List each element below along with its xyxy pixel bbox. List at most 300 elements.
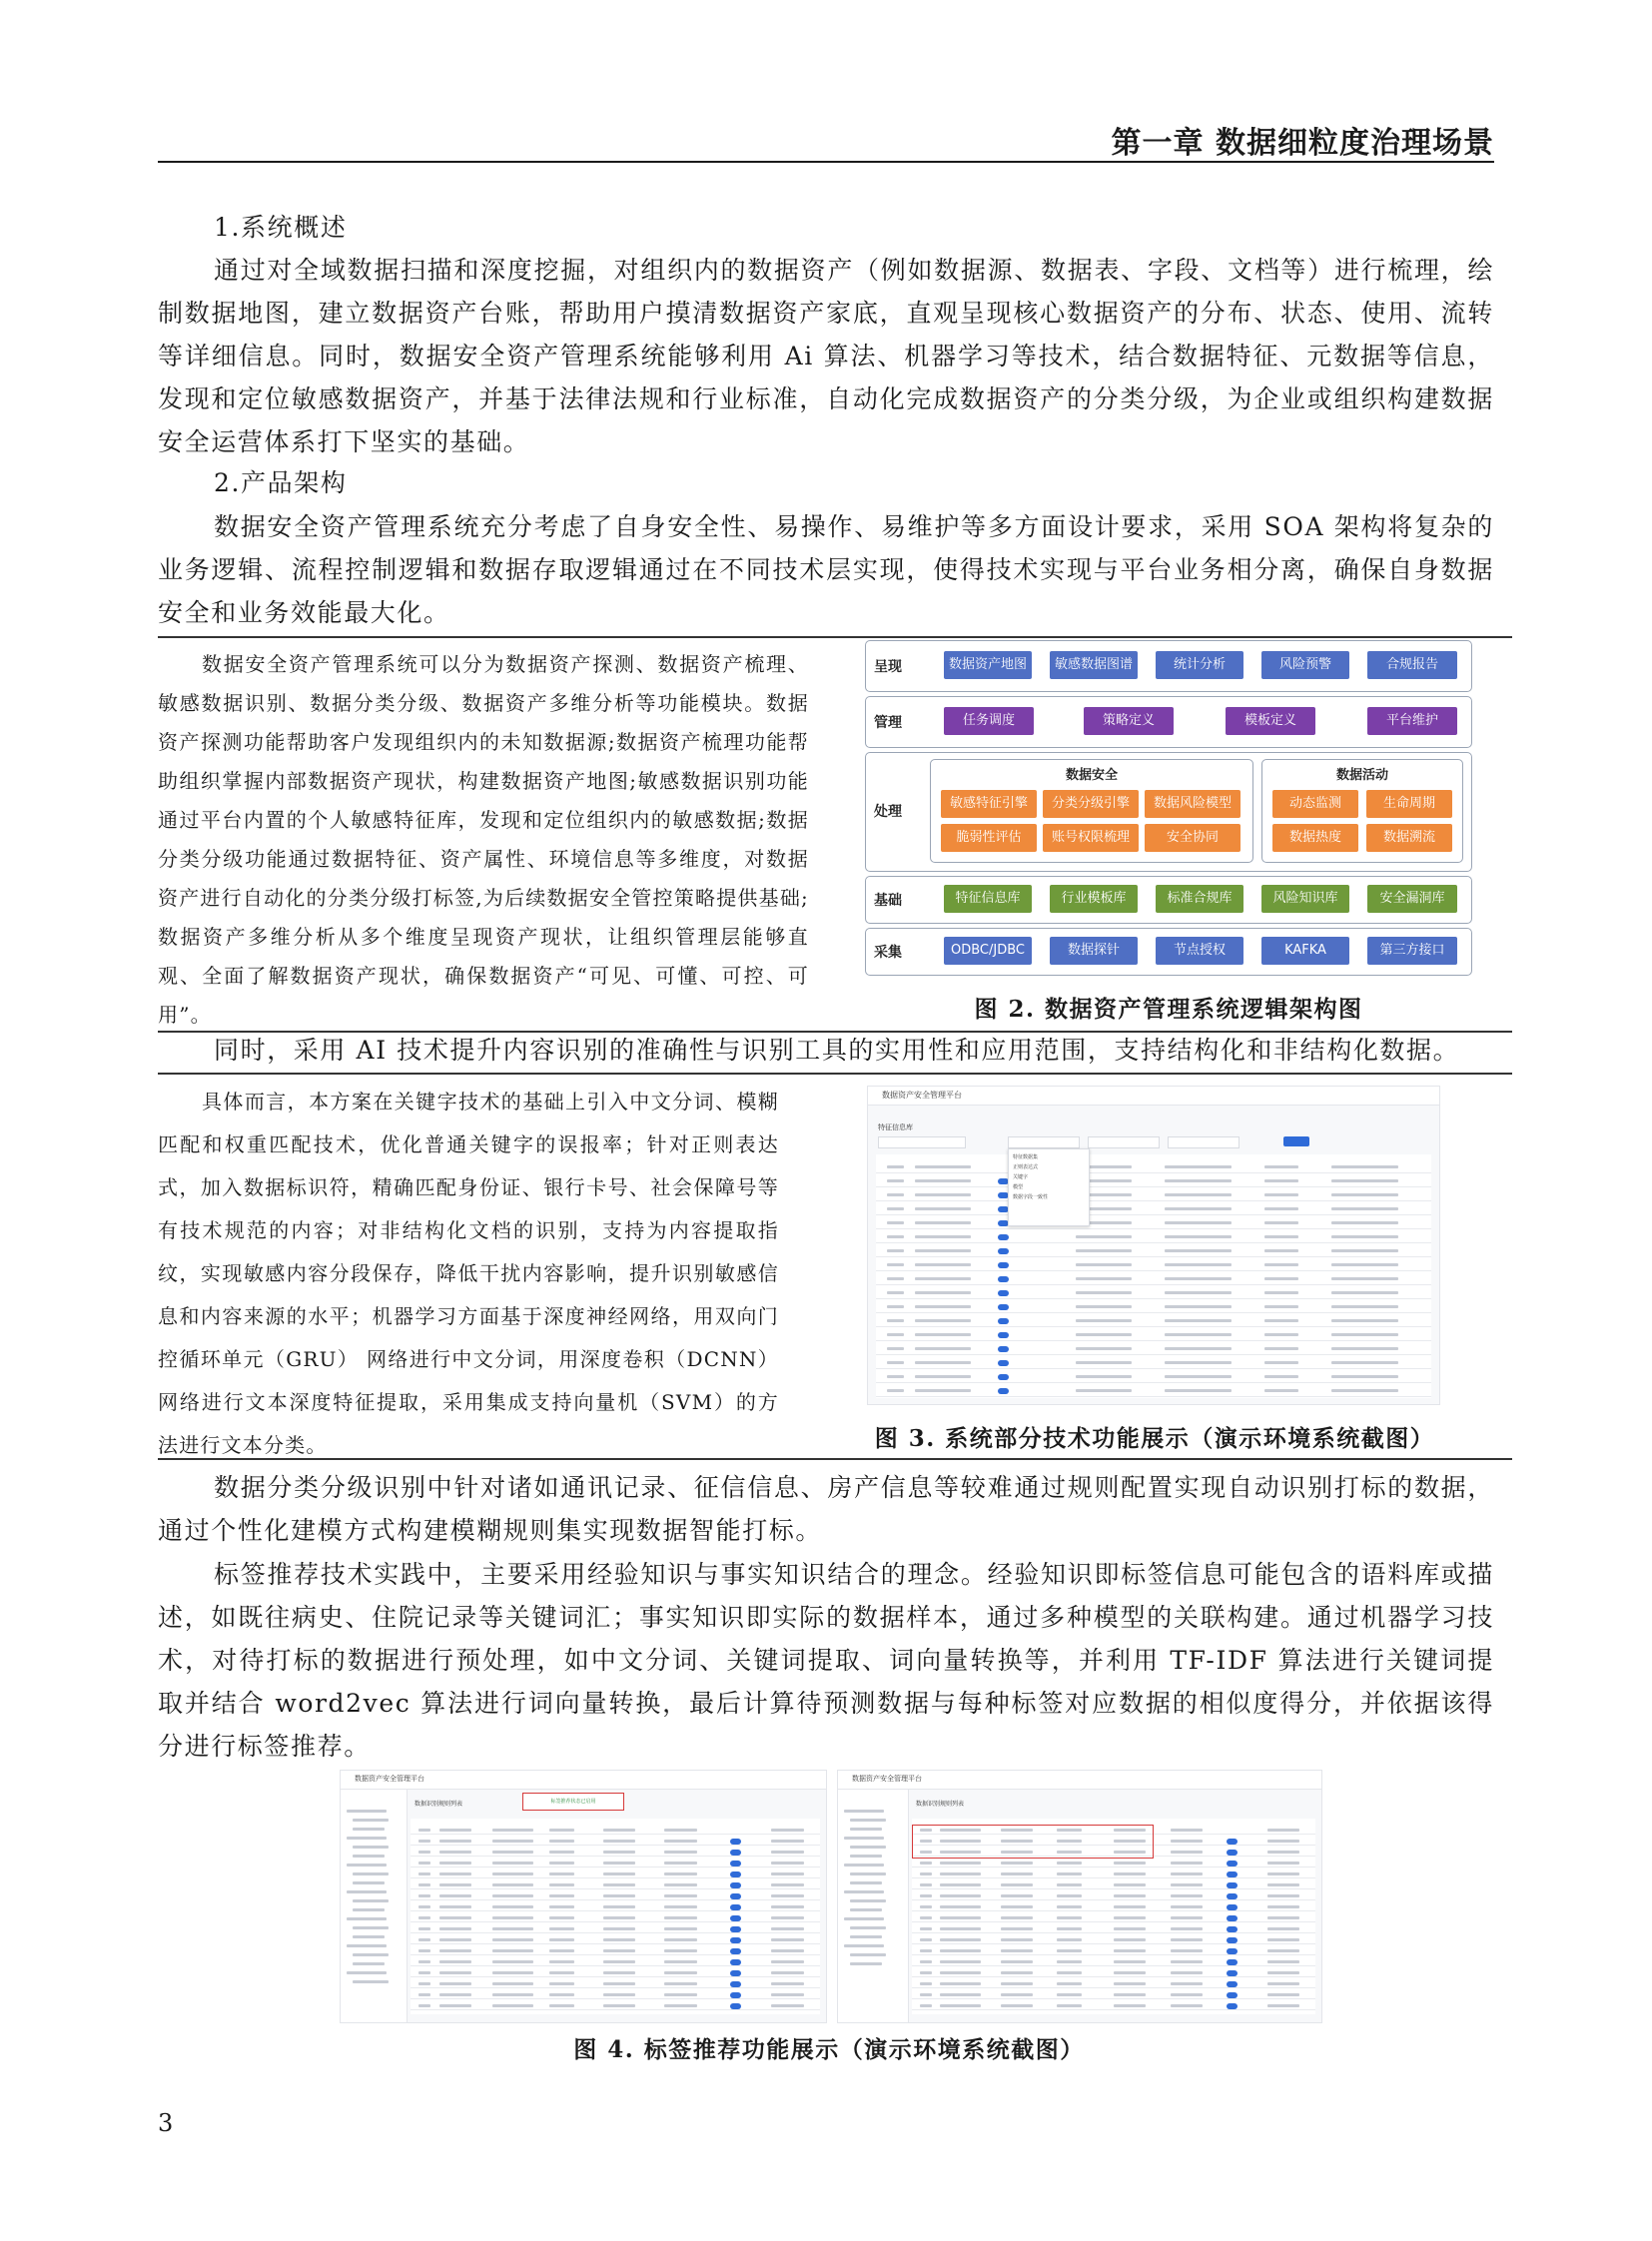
table-cell <box>940 2004 980 2007</box>
tree-item <box>353 1908 385 1911</box>
tree-item <box>844 1837 884 1840</box>
arch-chip: 脆弱性评估 <box>941 824 1037 852</box>
table-cell <box>418 1840 430 1843</box>
arch-row-base <box>865 876 1472 924</box>
tree-item <box>347 1971 387 1974</box>
table-cell <box>418 1883 430 1886</box>
table-cell <box>940 1949 980 1952</box>
tree-item <box>850 1935 882 1938</box>
table-cell <box>1165 1319 1232 1322</box>
table-cell <box>1001 1971 1033 1974</box>
table-cell <box>418 1971 430 1974</box>
screenshot-titlebar <box>341 1771 826 1790</box>
table-cell <box>1114 1993 1146 1996</box>
table-row-line <box>876 1382 1431 1383</box>
table-cell <box>664 1971 697 1974</box>
table-row-line <box>411 1965 820 1966</box>
table-cell <box>492 1927 533 1930</box>
status-toggle <box>730 1981 741 1987</box>
table-cell <box>920 1938 932 1941</box>
table-cell <box>1165 1221 1232 1224</box>
screenshot-tree <box>838 1790 909 2022</box>
table-cell <box>549 1894 574 1897</box>
table-cell <box>915 1347 971 1350</box>
table-row-line <box>912 1867 1315 1868</box>
table-cell <box>1001 1872 1033 1875</box>
table-cell <box>771 1982 804 1985</box>
table-cell <box>418 1982 430 1985</box>
table-cell <box>1331 1375 1398 1378</box>
table-cell <box>1331 1249 1398 1252</box>
arch-chip: 生命周期 <box>1366 790 1452 818</box>
screenshot-table-title: 特征信息库 <box>878 1123 913 1131</box>
tree-item <box>347 1864 387 1867</box>
table-cell <box>1076 1319 1132 1322</box>
status-toggle <box>998 1388 1009 1394</box>
table-cell <box>887 1249 904 1252</box>
arch-row-label: 呈现 <box>874 659 902 675</box>
table-cell <box>439 1960 472 1963</box>
table-row-line <box>411 1888 820 1889</box>
table-row-line <box>876 1340 1431 1341</box>
dropdown-option: 关键字 <box>1013 1174 1029 1180</box>
table-row-line <box>411 1921 820 1922</box>
tree-item <box>347 1944 387 1947</box>
figure4-caption: 图 4. 标签推荐功能展示（演示环境系统截图） <box>573 2036 1085 2063</box>
table-cell <box>1076 1291 1132 1294</box>
table-row-line <box>411 1954 820 1955</box>
table-cell <box>418 1993 430 1996</box>
status-toggle <box>998 1262 1009 1268</box>
table-row-line <box>876 1312 1431 1313</box>
table-cell <box>1165 1375 1232 1378</box>
table-cell <box>418 1829 430 1832</box>
tree-item <box>353 1828 385 1831</box>
table-cell <box>492 1949 533 1952</box>
arch-row-manage <box>865 696 1472 748</box>
table-cell <box>915 1193 971 1196</box>
status-toggle <box>730 1882 741 1888</box>
table-row-line <box>876 1172 1431 1173</box>
table-cell <box>1001 1916 1033 1919</box>
status-toggle <box>998 1318 1009 1324</box>
table-row-line <box>876 1396 1431 1397</box>
table-cell <box>1001 1927 1033 1930</box>
table-row-line <box>411 2009 820 2010</box>
table-cell <box>492 1916 533 1919</box>
table-row-line <box>411 1943 820 1944</box>
table-cell <box>1076 1235 1132 1238</box>
table-cell <box>1171 1883 1203 1886</box>
status-toggle <box>1227 1893 1238 1899</box>
table-cell <box>1267 1916 1299 1919</box>
status-toggle <box>1227 1981 1238 1987</box>
table-cell <box>1114 1938 1146 1941</box>
status-toggle <box>998 1360 1009 1366</box>
table-cell <box>439 1894 472 1897</box>
table-cell <box>1267 1938 1299 1941</box>
table-cell <box>1264 1235 1297 1238</box>
table-row-line <box>912 1899 1315 1900</box>
arch-group-title: 数据活动 <box>1335 768 1388 783</box>
table-cell <box>771 2004 804 2007</box>
table-cell <box>1267 2004 1299 2007</box>
table-cell <box>940 1894 980 1897</box>
table-cell <box>1171 1872 1203 1875</box>
table-row-line <box>912 1932 1315 1933</box>
table-cell <box>1001 1938 1033 1941</box>
tree-item <box>353 1953 389 1956</box>
table-cell <box>418 1938 430 1941</box>
table-row-line <box>411 1987 820 1988</box>
status-toggle <box>1227 1850 1238 1856</box>
table-cell <box>920 1862 932 1865</box>
table-cell <box>1264 1165 1297 1168</box>
table-cell <box>1057 1960 1081 1963</box>
table-cell <box>439 1938 472 1941</box>
table-row-line <box>912 1921 1315 1922</box>
table-cell <box>1057 1883 1081 1886</box>
table-row-line <box>876 1298 1431 1299</box>
table-cell <box>664 1840 697 1843</box>
table-cell <box>1114 1971 1146 1974</box>
table-cell <box>940 1993 980 1996</box>
table-cell <box>603 1971 636 1974</box>
table-cell <box>1264 1249 1297 1252</box>
table-cell <box>887 1347 904 1350</box>
table-cell <box>887 1389 904 1392</box>
table-cell <box>1165 1277 1232 1280</box>
arch-chip: 数据探针 <box>1050 937 1138 965</box>
tree-item <box>850 1926 886 1929</box>
table-cell <box>603 1829 636 1832</box>
table-cell <box>1331 1305 1398 1308</box>
tree-item <box>850 1872 886 1875</box>
status-toggle <box>1227 1992 1238 1998</box>
table-cell <box>1331 1389 1398 1392</box>
table-cell <box>1267 1971 1299 1974</box>
tree-item <box>850 1908 882 1911</box>
screenshot-tree <box>341 1790 408 2022</box>
table-row-line <box>912 1910 1315 1911</box>
arch-chip: 安全协同 <box>1145 824 1240 852</box>
arch-chip: 标准合规库 <box>1156 885 1243 913</box>
table-cell <box>603 1982 636 1985</box>
table-cell <box>603 1862 636 1865</box>
screenshot-table <box>411 1819 820 2014</box>
table-cell <box>771 1862 804 1865</box>
arch-chip: 动态监测 <box>1272 790 1358 818</box>
table-cell <box>1264 1193 1297 1196</box>
status-toggle <box>1227 2003 1238 2009</box>
table-cell <box>940 1971 980 1974</box>
table-cell <box>549 1916 574 1919</box>
table-cell <box>887 1263 904 1266</box>
table-cell <box>887 1361 904 1364</box>
table-cell <box>920 1982 932 1985</box>
table-cell <box>603 1851 636 1854</box>
table-cell <box>1114 1916 1146 1919</box>
table-cell <box>1171 1971 1203 1974</box>
table-cell <box>915 1305 971 1308</box>
table-cell <box>439 1949 472 1952</box>
table-cell <box>1001 1982 1033 1985</box>
arch-row-label: 采集 <box>874 945 902 961</box>
tree-item <box>347 1890 387 1893</box>
tree-item <box>850 1819 886 1822</box>
table-cell <box>915 1179 971 1182</box>
arch-chip: ODBC/JDBC <box>944 937 1032 965</box>
dropdown-option: 模型 <box>1013 1184 1024 1190</box>
table-cell <box>603 1927 636 1930</box>
table-row-line <box>876 1242 1431 1243</box>
status-toggle <box>1227 1937 1238 1943</box>
table-cell <box>887 1277 904 1280</box>
table-cell <box>771 1993 804 1996</box>
table-cell <box>915 1333 971 1336</box>
arch-chip: 账号权限梳理 <box>1043 824 1139 852</box>
arch-chip: 第三方接口 <box>1367 937 1457 965</box>
table-cell <box>1001 1993 1033 1996</box>
status-toggle <box>998 1248 1009 1254</box>
table-cell <box>887 1291 904 1294</box>
table-cell <box>1165 1263 1232 1266</box>
table-cell <box>1057 1894 1081 1897</box>
table-cell <box>1114 1949 1146 1952</box>
table-cell <box>418 1905 430 1908</box>
arch-chip: 数据资产地图 <box>944 651 1032 679</box>
table-cell <box>771 1949 804 1952</box>
table-cell <box>492 1938 533 1941</box>
table-cell <box>1267 1894 1299 1897</box>
table-cell <box>492 1971 533 1974</box>
table-cell <box>492 1872 533 1875</box>
table-cell <box>439 1927 472 1930</box>
table-cell <box>549 1982 574 1985</box>
screenshot-fig4-left <box>340 1770 827 2023</box>
table-cell <box>1171 1927 1203 1930</box>
screenshot-filter <box>1008 1136 1080 1148</box>
status-toggle <box>1227 1970 1238 1976</box>
table-cell <box>549 1971 574 1974</box>
table-row-line <box>411 1845 820 1846</box>
table-cell <box>1076 1277 1132 1280</box>
table-row-line <box>411 1910 820 1911</box>
screenshot-titlebar <box>868 1087 1439 1106</box>
table-cell <box>1171 1840 1203 1843</box>
arch-chip: 敏感特征引擎 <box>941 790 1037 818</box>
table-cell <box>549 1840 574 1843</box>
table-cell <box>664 1894 697 1897</box>
table-cell <box>1267 1840 1299 1843</box>
arch-chip: 数据热度 <box>1272 824 1358 852</box>
table-cell <box>603 1840 636 1843</box>
table-cell <box>1114 2004 1146 2007</box>
table-cell <box>1057 1905 1081 1908</box>
table-cell <box>664 1938 697 1941</box>
table-cell <box>1076 1375 1132 1378</box>
table-cell <box>1267 1883 1299 1886</box>
table-row-line <box>912 1965 1315 1966</box>
arch-chip: KAFKA <box>1261 937 1349 965</box>
table-cell <box>1171 1960 1203 1963</box>
table-cell <box>603 1938 636 1941</box>
table-cell <box>940 1916 980 1919</box>
arch-chip: 风险知识库 <box>1261 885 1349 913</box>
table-cell <box>887 1319 904 1322</box>
status-toggle <box>1227 1948 1238 1954</box>
table-cell <box>1001 1894 1033 1897</box>
section1-heading: 1.系统概述 <box>214 213 348 242</box>
table-cell <box>1165 1333 1232 1336</box>
table-cell <box>1114 1960 1146 1963</box>
arch-chip: 敏感数据图谱 <box>1050 651 1138 679</box>
status-toggle <box>998 1332 1009 1338</box>
table-cell <box>1165 1165 1232 1168</box>
screenshot-filter <box>1168 1136 1239 1148</box>
status-toggle <box>730 1959 741 1965</box>
arch-row-label: 管理 <box>874 715 902 731</box>
tree-item <box>844 1864 884 1867</box>
table-cell <box>1114 1982 1146 1985</box>
table-cell <box>1264 1179 1297 1182</box>
table-cell <box>1264 1375 1297 1378</box>
status-toggle <box>730 1850 741 1856</box>
table-cell <box>1264 1389 1297 1392</box>
table-row-line <box>912 1987 1315 1988</box>
table-cell <box>1165 1361 1232 1364</box>
table-cell <box>1057 1971 1081 1974</box>
status-toggle <box>1227 1839 1238 1845</box>
tree-item <box>353 1926 389 1929</box>
table-cell <box>439 1993 472 1996</box>
table-cell <box>549 1872 574 1875</box>
table-row-line <box>411 1998 820 1999</box>
table-cell <box>771 1851 804 1854</box>
table-cell <box>1165 1207 1232 1210</box>
table-cell <box>915 1389 971 1392</box>
table-cell <box>664 1993 697 1996</box>
table-cell <box>1114 1927 1146 1930</box>
table-cell <box>418 1894 430 1897</box>
table-cell <box>439 1905 472 1908</box>
table-row-line <box>912 1888 1315 1889</box>
screenshot-table-title: 数据识别规则列表 <box>916 1801 965 1808</box>
tree-item <box>353 1855 385 1858</box>
table-cell <box>1001 1883 1033 1886</box>
table-cell <box>1331 1165 1398 1168</box>
table-cell <box>664 2004 697 2007</box>
screenshot-filter <box>878 1136 966 1148</box>
table-cell <box>1165 1305 1232 1308</box>
table-cell <box>915 1263 971 1266</box>
table-cell <box>771 1960 804 1963</box>
table-row-line <box>912 1877 1315 1878</box>
table-row-line <box>876 1214 1431 1215</box>
table-cell <box>1267 1905 1299 1908</box>
recommend-toast: 标签推荐状态已启用 <box>522 1793 624 1811</box>
table-cell <box>664 1960 697 1963</box>
table-cell <box>1165 1249 1232 1252</box>
table-cell <box>1171 1938 1203 1941</box>
table-cell <box>920 1993 932 1996</box>
table-cell <box>664 1872 697 1875</box>
table-cell <box>1057 1993 1081 1996</box>
table-cell <box>1165 1179 1232 1182</box>
table-cell <box>940 1938 980 1941</box>
table-cell <box>664 1829 697 1832</box>
table-cell <box>418 1927 430 1930</box>
table-cell <box>439 1971 472 1974</box>
tree-item <box>347 1917 387 1920</box>
table-cell <box>664 1927 697 1930</box>
table-cell <box>1001 2004 1033 2007</box>
table-cell <box>771 1916 804 1919</box>
table-cell <box>915 1165 971 1168</box>
table-cell <box>664 1982 697 1985</box>
screenshot-fig3 <box>867 1086 1440 1405</box>
table-cell <box>1331 1179 1398 1182</box>
table-cell <box>664 1883 697 1886</box>
arch-chip: 模板定义 <box>1226 707 1315 735</box>
tree-item <box>353 1962 385 1965</box>
table-cell <box>1171 1894 1203 1897</box>
page-number: 3 <box>158 2109 174 2137</box>
table-cell <box>418 1872 430 1875</box>
table-cell <box>1267 1862 1299 1865</box>
status-toggle <box>730 1926 741 1932</box>
table-cell <box>1001 1862 1033 1865</box>
table-cell <box>940 1982 980 1985</box>
tree-item <box>353 1899 389 1902</box>
table-cell <box>915 1375 971 1378</box>
table-cell <box>920 1927 932 1930</box>
arch-chip: 安全漏洞库 <box>1367 885 1457 913</box>
tree-item <box>353 1872 389 1875</box>
table-cell <box>1264 1221 1297 1224</box>
table-cell <box>1114 1862 1146 1865</box>
screenshot-app-title: 数据资产安全管理平台 <box>882 1091 962 1100</box>
table-cell <box>1076 1389 1132 1392</box>
table-cell <box>940 1883 980 1886</box>
para3: 数据分类分级识别中针对诸如通讯记录、征信信息、房产信息等较难通过规则配置实现自动识别打标的数据，通过个性化建模方式构建模糊规则集实现数据智能打标。 <box>158 1473 1494 1545</box>
status-toggle <box>730 1904 741 1910</box>
table-cell <box>603 1949 636 1952</box>
table-cell <box>492 1905 533 1908</box>
table-cell <box>1264 1361 1297 1364</box>
table-cell <box>549 1949 574 1952</box>
tree-item <box>347 1837 387 1840</box>
table-cell <box>418 1916 430 1919</box>
table-cell <box>1076 1263 1132 1266</box>
table-cell <box>920 1916 932 1919</box>
status-toggle <box>1227 1926 1238 1932</box>
table-cell <box>771 1894 804 1897</box>
table-cell <box>549 1851 574 1854</box>
status-toggle <box>998 1346 1009 1352</box>
tree-item <box>850 1962 882 1965</box>
table-cell <box>1267 1949 1299 1952</box>
status-toggle <box>1227 1882 1238 1888</box>
status-toggle <box>730 1871 741 1877</box>
table-cell <box>664 1862 697 1865</box>
table-cell <box>492 1851 533 1854</box>
tree-item <box>844 1810 884 1813</box>
table-cell <box>603 1894 636 1897</box>
arch-row-label: 基础 <box>874 893 902 909</box>
table-cell <box>920 1894 932 1897</box>
table-row-line <box>912 1998 1315 1999</box>
